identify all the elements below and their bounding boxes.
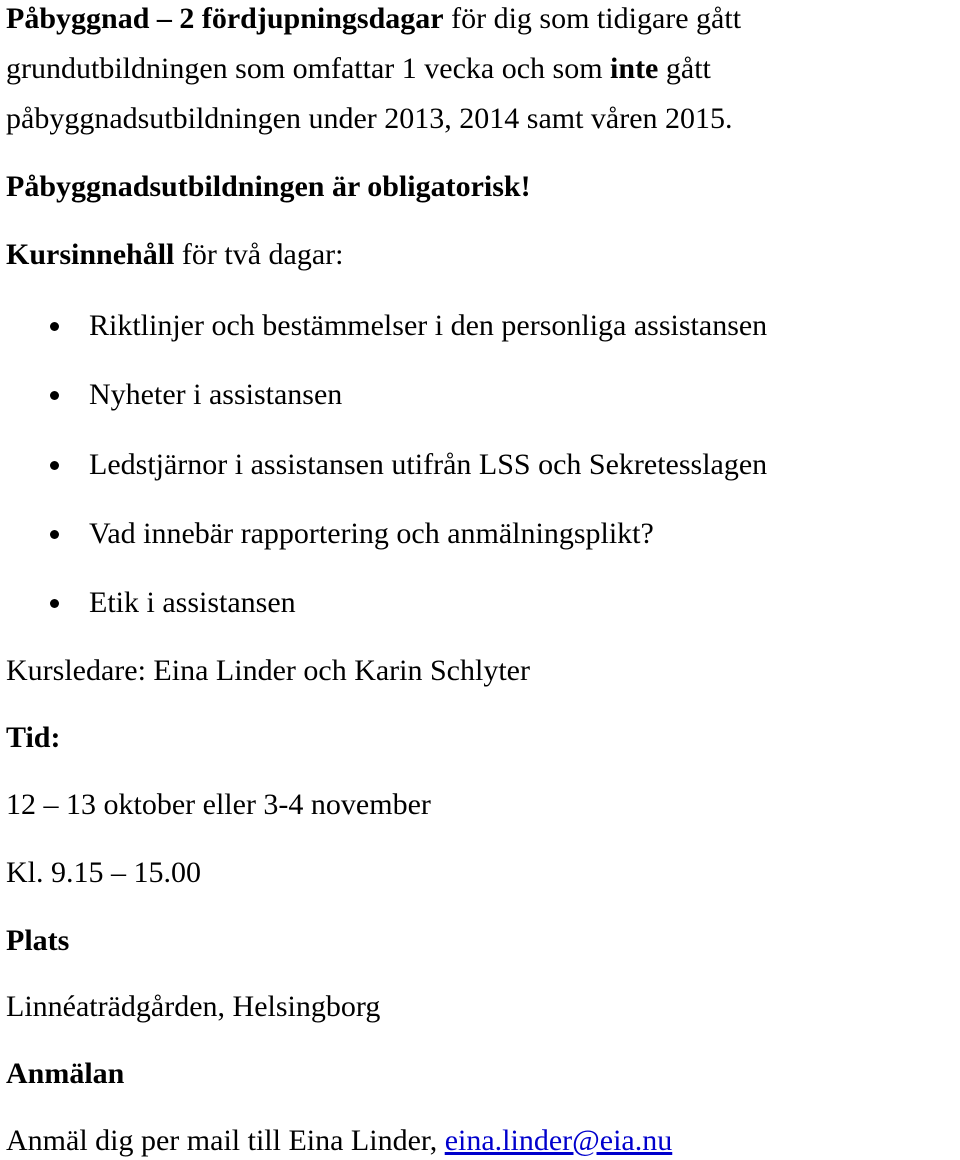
obligatory-text: Påbyggnadsutbildningen är obligatorisk! [6, 170, 531, 203]
intro-line-3: påbyggnadsutbildningen under 2013, 2014 samt våren 2015. [6, 102, 733, 135]
course-leaders: Kursledare: Eina Linder och Karin Schlyter [6, 654, 530, 687]
intro-title: Påbyggnad – 2 fördjupningsdagar [6, 2, 444, 35]
intro-title-rest: för dig som tidigare gått [443, 2, 742, 35]
email-link[interactable]: eina.linder@eia.nu [444, 1124, 673, 1157]
bullet-icon [50, 599, 59, 608]
intro-line-2-start: grundutbildningen som omfattar 1 vecka och som [6, 52, 611, 85]
time-dates: 12 – 13 oktober eller 3-4 november [6, 788, 431, 821]
intro-line-2-end: gått [658, 52, 711, 85]
time-heading-text: Tid: [6, 721, 61, 754]
list-item-text: Nyheter i assistansen [89, 378, 343, 411]
bullet-icon [50, 391, 59, 400]
place-heading-text: Plats [6, 924, 70, 957]
list-item-text: Etik i assistansen [89, 586, 296, 619]
time-hours: Kl. 9.15 – 15.00 [6, 856, 201, 889]
registration-text: Anmäl dig per mail till Eina Linder, [6, 1124, 445, 1157]
course-content-label [6, 238, 343, 272]
place-value: Linnéaträdgården, Helsingborg [6, 990, 381, 1023]
registration-heading [6, 1057, 124, 1091]
place-heading [6, 924, 69, 958]
bullet-icon [50, 530, 59, 539]
intro-line-1 [6, 2, 741, 36]
intro-line-2-bold: inte [610, 52, 659, 85]
list-item-text: Riktlinjer och bestämmelser i den personliga assistansen [89, 309, 768, 342]
intro-line-2 [6, 52, 711, 86]
bullet-icon [50, 461, 59, 470]
list-item-text: Ledstjärnor i assistansen utifrån LSS och Sekretesslagen [89, 448, 768, 481]
registration-line [6, 1124, 672, 1158]
course-content-label-bold: Kursinnehåll [6, 238, 175, 271]
course-content-label-rest: för två dagar: [174, 238, 344, 271]
obligatory-notice [6, 170, 531, 204]
bullet-icon [50, 322, 59, 331]
time-heading [6, 721, 60, 755]
registration-heading-text: Anmälan [6, 1057, 125, 1090]
list-item-text: Vad innebär rapportering och anmälningsplikt? [89, 517, 654, 550]
